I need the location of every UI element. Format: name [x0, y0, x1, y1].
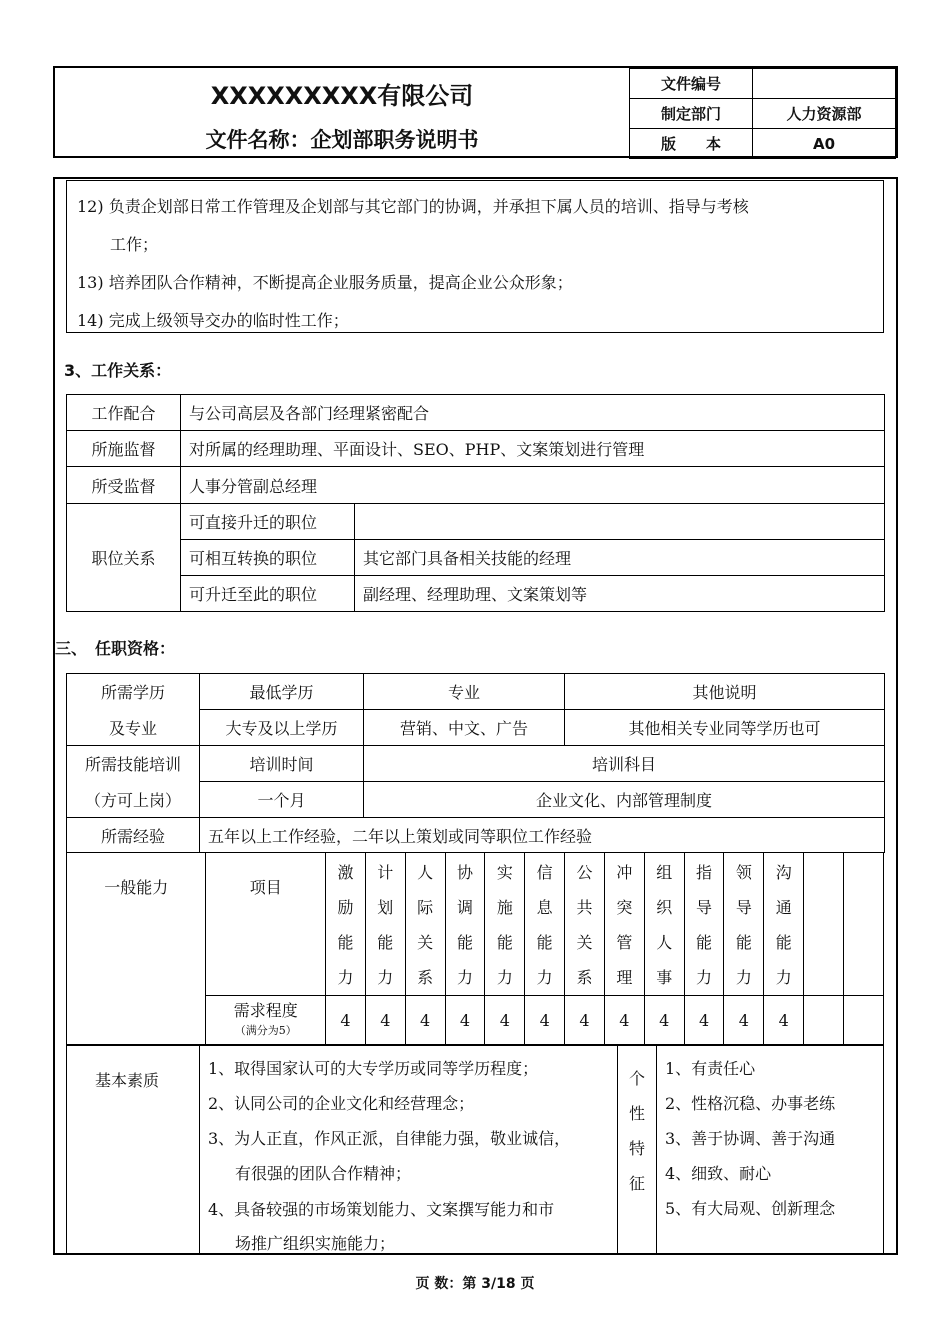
table-row	[67, 504, 885, 540]
basic-quality-item: 4、具备较强的市场策划能力、文案撰写能力和市	[208, 1200, 555, 1219]
education-value: 其他相关专业同等学历也可	[565, 710, 885, 746]
position-relation-label: 职位关系	[67, 504, 181, 612]
position-type: 可直接升迁的职位	[181, 504, 355, 540]
training-header: 培训科目	[364, 746, 885, 782]
ability-score: 4	[445, 996, 485, 1046]
education-value: 大专及以上学历	[200, 710, 364, 746]
divider	[199, 1045, 200, 1255]
relation-label: 所施监督	[67, 431, 181, 467]
divider	[656, 1045, 657, 1255]
table-row	[67, 710, 885, 746]
ability-item: 沟 通 能 力	[764, 853, 804, 996]
meta-row	[630, 99, 896, 129]
table-row	[67, 395, 885, 431]
personality-trait: 2、性格沉稳、办事老练	[665, 1094, 836, 1113]
position-type: 可相互转换的职位	[181, 540, 355, 576]
table-row	[67, 431, 885, 467]
ability-item: 协 调 能 力	[445, 853, 485, 996]
ability-table	[66, 852, 884, 1046]
basic-quality-item: 3、为人正直，作风正派，自律能力强，敬业诚信，	[208, 1129, 571, 1148]
meta-label: 版 本	[630, 129, 753, 159]
ability-score: 4	[365, 996, 405, 1046]
basic-quality-box	[66, 1044, 884, 1255]
meta-value	[753, 69, 896, 99]
ability-empty-cell	[804, 853, 844, 996]
section-title-qualifications: 三、 任职资格：	[55, 639, 176, 658]
education-label-line2: 及专业	[67, 710, 200, 746]
training-label-line1: 所需技能培训	[67, 746, 200, 782]
basic-quality-item: 2、认同公司的企业文化和经营理念；	[208, 1094, 475, 1113]
position-type: 可升迁至此的职位	[181, 576, 355, 612]
ability-score: 4	[485, 996, 525, 1046]
personality-trait: 5、有大局观、创新理念	[665, 1199, 836, 1218]
ability-score: 4	[405, 996, 445, 1046]
relation-value: 对所属的经理助理、平面设计、SEO、PHP、文案策划进行管理	[181, 431, 885, 467]
ability-empty-cell	[844, 996, 884, 1046]
training-label-line2: （方可上岗）	[67, 782, 200, 818]
education-value: 营销、中文、广告	[364, 710, 565, 746]
ability-score: 4	[764, 996, 804, 1046]
education-label-line1: 所需学历	[67, 674, 200, 710]
ability-empty-cell	[804, 996, 844, 1046]
ability-item-label: 项目	[206, 853, 326, 996]
training-header: 培训时间	[200, 746, 364, 782]
duty-item: 13) 培养团队合作精神，不断提高企业服务质量，提高企业公众形象；	[77, 273, 573, 292]
section-title-relations: 3、工作关系：	[64, 361, 172, 380]
table-row	[67, 540, 885, 576]
ability-score: 4	[644, 996, 684, 1046]
basic-quality-item-continued: 有很强的团队合作精神；	[235, 1164, 412, 1183]
ability-empty-cell	[844, 853, 884, 996]
duties-box	[66, 180, 884, 333]
ability-item: 公 共 关 系	[565, 853, 605, 996]
ability-label: 一般能力	[67, 853, 206, 1046]
ability-item: 实 施 能 力	[485, 853, 525, 996]
table-row	[67, 576, 885, 612]
table-row	[67, 782, 885, 818]
document-meta-table	[629, 68, 896, 159]
ability-item: 人 际 关 系	[405, 853, 445, 996]
position-value: 其它部门具备相关技能的经理	[355, 540, 885, 576]
header-title-area	[55, 68, 630, 156]
ability-item: 领 导 能 力	[724, 853, 764, 996]
relation-value: 人事分管副总经理	[181, 467, 885, 504]
education-header: 最低学历	[200, 674, 364, 710]
ability-item: 冲 突 管 理	[604, 853, 644, 996]
ability-item: 激 励 能 力	[326, 853, 366, 996]
work-relations-table	[66, 394, 885, 612]
meta-label: 制定部门	[630, 99, 753, 129]
basic-quality-item-continued: 场推广组织实施能力；	[235, 1234, 396, 1253]
ability-score: 4	[326, 996, 366, 1046]
relation-value: 与公司高层及各部门经理紧密配合	[181, 395, 885, 431]
personality-trait: 1、有责任心	[665, 1059, 756, 1078]
duty-item: 14) 完成上级领导交办的临时性工作；	[77, 311, 349, 330]
experience-label: 所需经验	[67, 818, 200, 853]
basic-quality-item: 1、取得国家认可的大专学历或同等学历程度；	[208, 1059, 539, 1078]
personality-label: 个 性 特 征	[628, 1069, 645, 1193]
demand-label: 需求程度 （满分为5）	[206, 996, 326, 1046]
table-row	[67, 467, 885, 504]
ability-score: 4	[684, 996, 724, 1046]
document-name: 文件名称：企划部职务说明书	[205, 128, 479, 152]
table-row	[67, 746, 885, 782]
document-header	[53, 66, 898, 158]
meta-label: 文件编号	[630, 69, 753, 99]
duty-item: 12) 负责企划部日常工作管理及企划部与其它部门的协调，并承担下属人员的培训、指导与考核	[77, 197, 749, 216]
duty-item-continued: 工作；	[110, 235, 159, 254]
ability-item: 组 织 人 事	[644, 853, 684, 996]
meta-row	[630, 129, 896, 159]
ability-score: 4	[525, 996, 565, 1046]
ability-item: 计 划 能 力	[365, 853, 405, 996]
personality-trait: 4、细致、耐心	[665, 1164, 772, 1183]
meta-value: 人力资源部	[753, 99, 896, 129]
education-header: 专业	[364, 674, 565, 710]
ability-score: 4	[724, 996, 764, 1046]
meta-value: A0	[753, 129, 896, 159]
position-value	[355, 504, 885, 540]
meta-row	[630, 69, 896, 99]
page-number: 页 数：第 3/18 页	[415, 1276, 535, 1292]
education-header: 其他说明	[565, 674, 885, 710]
training-value: 企业文化、内部管理制度	[364, 782, 885, 818]
training-value: 一个月	[200, 782, 364, 818]
position-value: 副经理、经理助理、文案策划等	[355, 576, 885, 612]
experience-value: 五年以上工作经验，二年以上策划或同等职位工作经验	[200, 818, 885, 853]
ability-score: 4	[565, 996, 605, 1046]
company-name: XXXXXXXXX有限公司	[210, 82, 474, 110]
ability-items-row	[67, 853, 884, 996]
basic-quality-label: 基本素质	[95, 1071, 160, 1090]
table-row	[67, 674, 885, 710]
ability-item: 指 导 能 力	[684, 853, 724, 996]
relation-label: 所受监督	[67, 467, 181, 504]
table-row	[67, 818, 885, 853]
personality-trait: 3、善于协调、善于沟通	[665, 1129, 836, 1148]
relation-label: 工作配合	[67, 395, 181, 431]
qualifications-table	[66, 673, 885, 853]
ability-item: 信 息 能 力	[525, 853, 565, 996]
ability-score: 4	[604, 996, 644, 1046]
